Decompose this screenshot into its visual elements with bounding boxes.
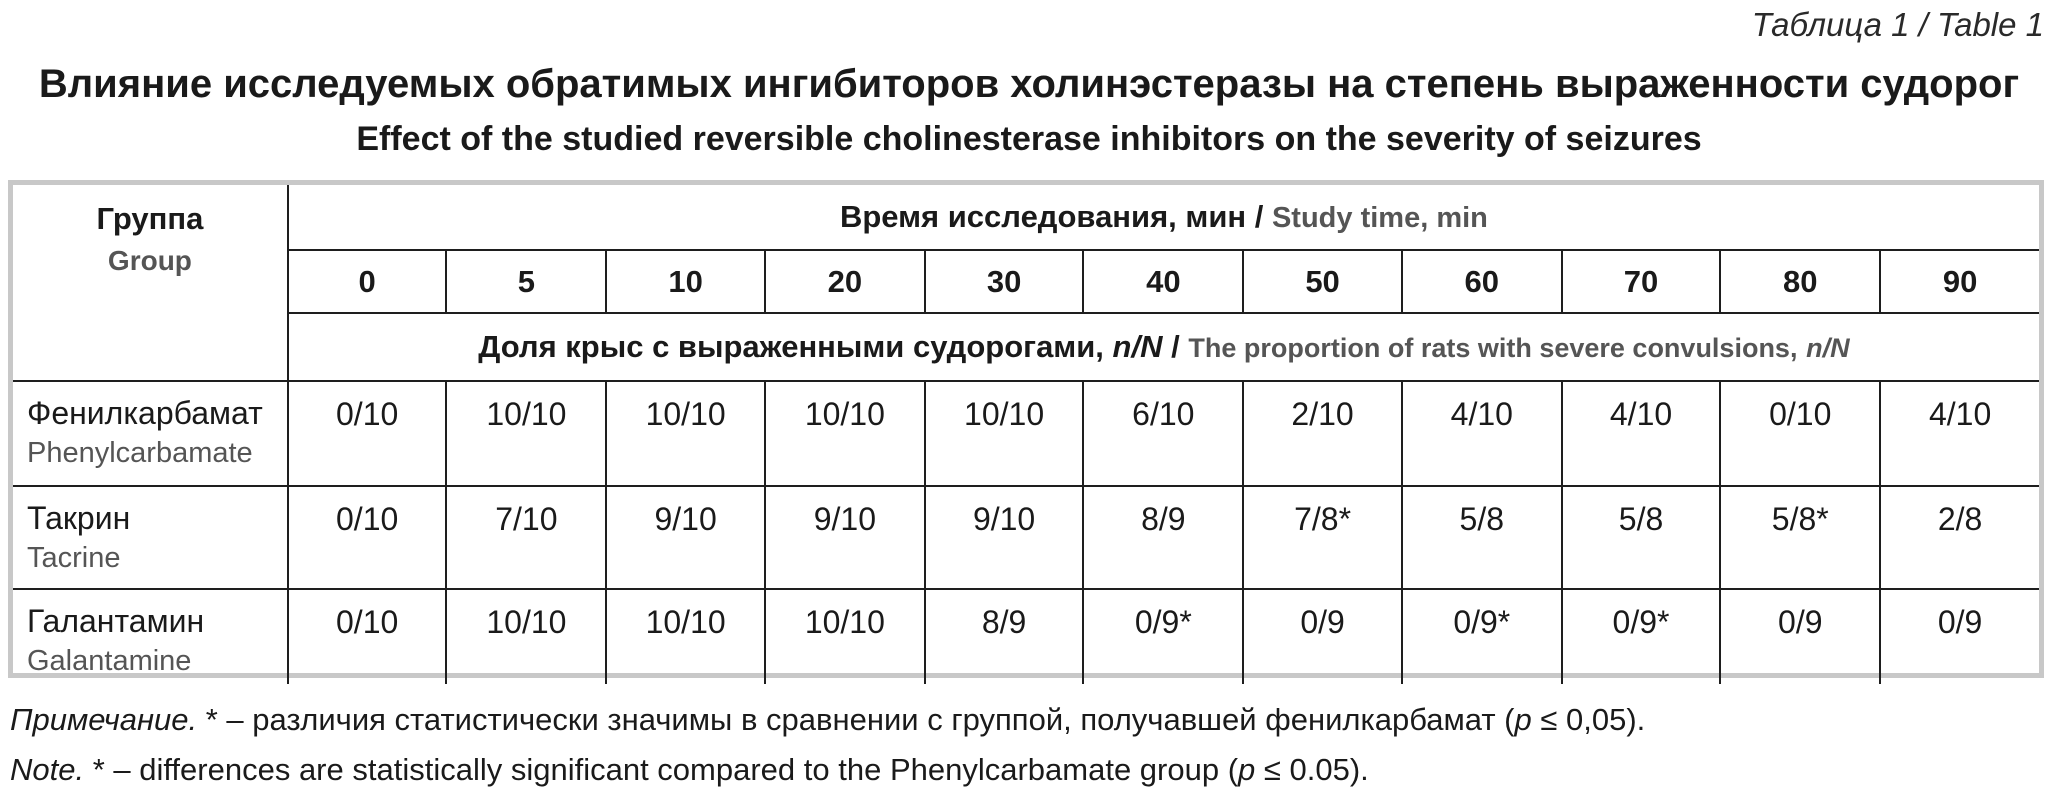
proportion-header-en: The proportion of rats with severe convulsions,: [1188, 333, 1798, 363]
value-cell: 10/10: [446, 381, 606, 486]
footnote-text-ru-a: * – различия статистически значимы в сравнении с группой, получавшей фенилкарбамат (: [197, 702, 1515, 737]
group-header-en: Group: [107, 245, 192, 276]
time-point-header: 10: [606, 250, 765, 313]
footnote-p-en: p: [1238, 752, 1256, 787]
value-cell: 2/10: [1243, 381, 1402, 486]
footnote-label-en: Note.: [10, 752, 85, 787]
value-cell: 0/10: [288, 381, 447, 486]
value-cell: 0/9*: [1402, 589, 1562, 684]
value-cell: 0/10: [1720, 381, 1880, 486]
group-name-en: Tacrine: [27, 542, 121, 574]
value-cell: 0/9*: [1562, 589, 1721, 684]
value-cell: 5/8*: [1720, 486, 1880, 589]
table-row: [13, 486, 2039, 589]
value-cell: 5/8: [1562, 486, 1721, 589]
value-cell: 0/9: [1243, 589, 1402, 684]
value-cell: 8/9: [925, 589, 1084, 684]
value-cell: 5/8: [1402, 486, 1562, 589]
proportion-var-en: n/N: [1806, 333, 1850, 363]
footnote-text-ru-b: ≤ 0,05).: [1531, 702, 1646, 737]
value-cell: 9/10: [606, 486, 765, 589]
footnote-russian: [10, 702, 1645, 738]
value-cell: 0/10: [288, 589, 447, 684]
results-table: [13, 185, 2039, 684]
group-name-ru: Фенилкарбамат: [27, 395, 263, 431]
value-cell: 0/10: [288, 486, 447, 589]
value-cell: 4/10: [1562, 381, 1721, 486]
group-name-cell: [13, 381, 288, 486]
time-point-header: 20: [765, 250, 925, 313]
group-column-header: [13, 185, 288, 381]
table-row: [13, 381, 2039, 486]
group-name-en: Galantamine: [27, 645, 192, 677]
value-cell: 6/10: [1083, 381, 1243, 486]
value-cell: 8/9: [1083, 486, 1243, 589]
time-point-header: 40: [1083, 250, 1243, 313]
footnote-text-en-b: ≤ 0.05).: [1255, 752, 1369, 787]
time-point-header: 0: [288, 250, 447, 313]
study-time-ru: Время исследования, мин /: [839, 199, 1264, 234]
value-cell: 7/10: [446, 486, 606, 589]
value-cell: 0/9: [1720, 589, 1880, 684]
value-cell: 0/9*: [1083, 589, 1243, 684]
value-cell: 9/10: [925, 486, 1084, 589]
group-header-ru: Группа: [96, 201, 204, 236]
table-number-label: Таблица 1 / Table 1: [1751, 6, 2044, 43]
value-cell: 10/10: [765, 589, 925, 684]
proportion-header: [288, 313, 2039, 381]
footnote-label-ru: Примечание.: [10, 702, 198, 737]
value-cell: 10/10: [925, 381, 1084, 486]
value-cell: 9/10: [765, 486, 925, 589]
study-time-header: [288, 185, 2039, 250]
value-cell: 7/8*: [1243, 486, 1402, 589]
value-cell: 2/8: [1880, 486, 2039, 589]
group-name-cell: [13, 589, 288, 684]
table-title-english: Effect of the studied reversible cholinesterase inhibitors on the severity of seizures: [356, 120, 1702, 158]
value-cell: 4/10: [1880, 381, 2039, 486]
group-name-ru: Галантамин: [27, 603, 205, 639]
group-name-cell: [13, 486, 288, 589]
time-point-header: 60: [1402, 250, 1562, 313]
time-point-header: 80: [1720, 250, 1880, 313]
value-cell: 10/10: [446, 589, 606, 684]
proportion-separator: /: [1171, 329, 1180, 364]
header-row-proportion: [13, 313, 2039, 381]
group-name-en: Phenylcarbamate: [27, 437, 253, 469]
time-point-header: 5: [446, 250, 606, 313]
time-point-header: 90: [1880, 250, 2039, 313]
table-title-russian: Влияние исследуемых обратимых ингибиторов холинэстеразы на степень выраженности судорог: [38, 62, 2020, 106]
study-time-en: Study time, min: [1271, 202, 1488, 234]
time-point-header: 30: [925, 250, 1084, 313]
proportion-var-ru: n/N: [1112, 329, 1163, 364]
header-row-minutes: [13, 250, 2039, 313]
footnote-text-en-a: * – differences are statistically significant compared to the Phenylcarbamate group (: [84, 752, 1239, 787]
footnote-p-ru: p: [1514, 702, 1532, 737]
footnote-english: [10, 752, 1369, 788]
value-cell: 0/9: [1880, 589, 2039, 684]
header-row-time: [13, 185, 2039, 250]
table-row: [13, 589, 2039, 684]
value-cell: 10/10: [606, 381, 765, 486]
value-cell: 10/10: [765, 381, 925, 486]
time-point-header: 70: [1562, 250, 1721, 313]
value-cell: 10/10: [606, 589, 765, 684]
proportion-header-ru: Доля крыс с выраженными судорогами,: [478, 329, 1104, 364]
value-cell: 4/10: [1402, 381, 1562, 486]
time-point-header: 50: [1243, 250, 1402, 313]
group-name-ru: Такрин: [27, 500, 131, 536]
